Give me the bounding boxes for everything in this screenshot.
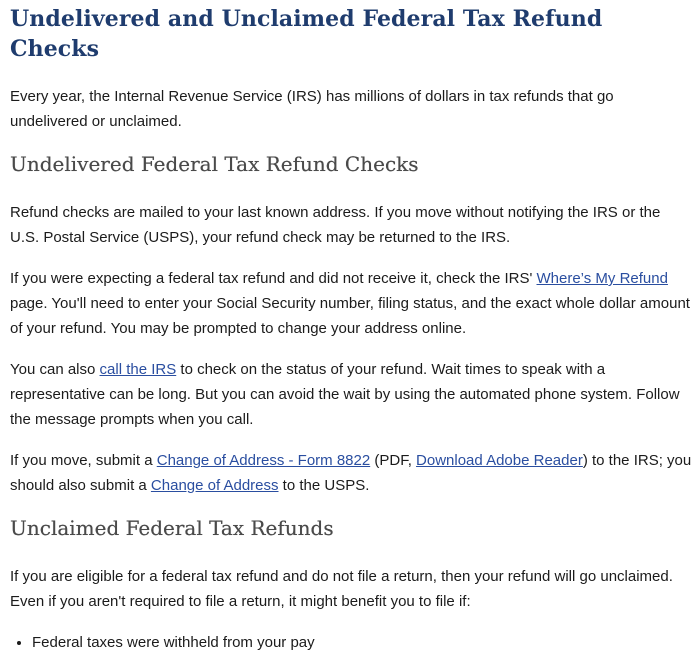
paragraph-refund-mailing: Refund checks are mailed to your last known address. If you move without notifying the IRS or the U.S. Postal Service (USPS), your refund check may be returned to the IRS. xyxy=(10,204,661,246)
paragraph-unclaimed: If you are eligible for a federal tax refund and do not file a return, then your refund will go unclaimed. Even if you aren't required to file a return, it might benefit you to file if: xyxy=(10,568,673,610)
paragraph-change-of-address xyxy=(10,448,692,498)
page-title: Undelivered and Unclaimed Federal Tax Refund Checks xyxy=(10,6,603,62)
text-span: If you were expecting a federal tax refund and did not receive it, check the IRS' xyxy=(10,270,537,287)
section-heading-unclaimed: Unclaimed Federal Tax Refunds xyxy=(10,516,334,540)
download-adobe-reader-link[interactable]: Download Adobe Reader xyxy=(416,452,583,469)
paragraph-call-irs xyxy=(10,357,692,432)
form-8822-link[interactable]: Change of Address - Form 8822 xyxy=(156,452,371,469)
text-span: to the USPS. xyxy=(278,477,370,494)
text-span: If you move, submit a xyxy=(10,452,157,469)
text-span: page. You'll need to enter your Social Security number, filing status, and the exact whole dollar amount of your refund. You may be prompted to change your address online. xyxy=(10,295,690,337)
eligibility-list xyxy=(10,630,692,655)
intro-paragraph: Every year, the Internal Revenue Service (IRS) has millions of dollars in tax refunds that go undelivered or unclaimed. xyxy=(10,88,614,130)
section-heading-undelivered: Undelivered Federal Tax Refund Checks xyxy=(10,152,419,176)
text-span: You can also xyxy=(10,361,100,378)
text-span: to check on the status of your refund. Wait times to speak with a representative can be long. But you can avoid the wait by using the automated phone system. Follow the message prompts when you call. xyxy=(10,361,680,428)
paragraph-wheres-my-refund xyxy=(10,266,692,341)
usps-change-of-address-link[interactable]: Change of Address xyxy=(150,477,279,494)
call-the-irs-link[interactable]: call the IRS xyxy=(99,361,177,378)
text-span: ) to the IRS; you should also submit a xyxy=(10,452,692,494)
text-span: (PDF, xyxy=(370,452,417,469)
wheres-my-refund-link[interactable]: Where’s My Refund xyxy=(536,270,668,287)
list-item: • Federal taxes were withheld from your pay xyxy=(32,630,692,655)
